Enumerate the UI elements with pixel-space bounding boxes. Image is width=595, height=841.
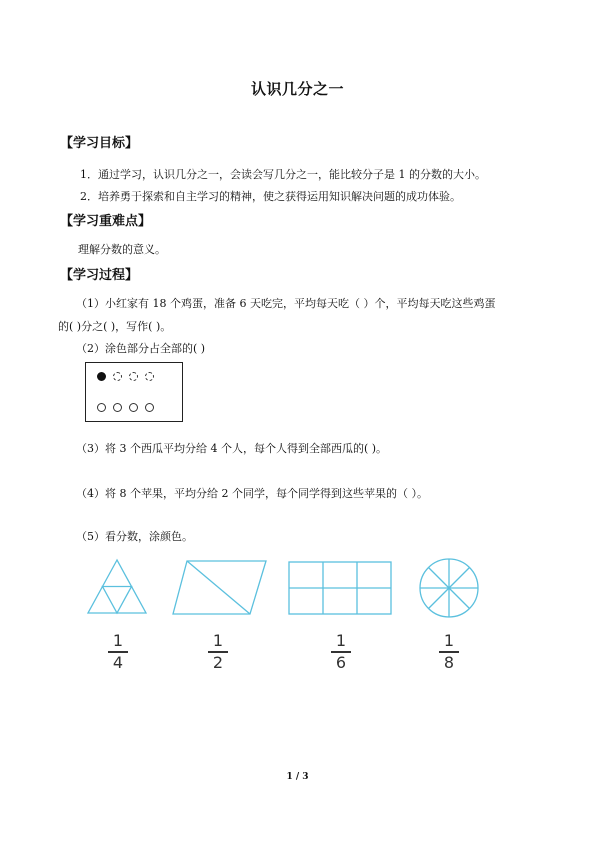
key-points-text: 理解分数的意义。: [78, 243, 166, 256]
fraction-denominator: 8: [443, 652, 455, 672]
fraction-half: [206, 633, 230, 671]
fraction-quarter: [106, 633, 130, 671]
parallelogram-shape: [173, 561, 266, 614]
question-2: （2）涂色部分占全部的( ): [76, 342, 206, 355]
goal-item-1: 1．通过学习，认识几分之一，会读会写几分之一，能比较分子是 1 的分数的大小。: [80, 168, 486, 181]
triangle-shape: [88, 560, 146, 613]
circle-shape: [420, 559, 478, 617]
question-1-line-1: （1）小红家有 18 个鸡蛋，准备 6 天吃完，平均每天吃（ ）个，平均每天吃这些鸡蛋: [76, 297, 496, 310]
page-title: 认识几分之一: [250, 80, 344, 98]
fraction-numerator: 1: [335, 631, 347, 650]
question-4: （4）将 8 个苹果，平均分给 2 个同学，每个同学得到这些苹果的（ ）。: [76, 487, 428, 500]
rectangle-grid-shape: [289, 562, 391, 614]
fraction-sixth: [329, 633, 353, 671]
goal-item-2: 2．培养勇于探索和自主学习的精神，使之获得运用知识解决问题的成功体验。: [80, 190, 461, 203]
question-5: （5）看分数，涂颜色。: [76, 530, 193, 543]
fraction-numerator: 1: [212, 631, 224, 650]
question-3: （3）将 3 个西瓜平均分给 4 个人，每个人得到全部西瓜的( )。: [76, 442, 388, 455]
section-heading-key-points: 【学习重难点】: [60, 214, 152, 229]
question-1-line-2: 的( )分之( )，写作( )。: [58, 320, 172, 333]
page-number: 1 / 3: [286, 772, 309, 782]
fraction-denominator: 6: [335, 652, 347, 672]
fraction-denominator: 2: [212, 652, 224, 672]
fraction-eighth: [437, 633, 461, 671]
section-heading-goals: 【学习目标】: [60, 136, 139, 151]
section-heading-process: 【学习过程】: [60, 268, 139, 283]
fraction-numerator: 1: [112, 631, 124, 650]
fraction-numerator: 1: [443, 631, 455, 650]
fraction-denominator: 4: [112, 652, 124, 672]
